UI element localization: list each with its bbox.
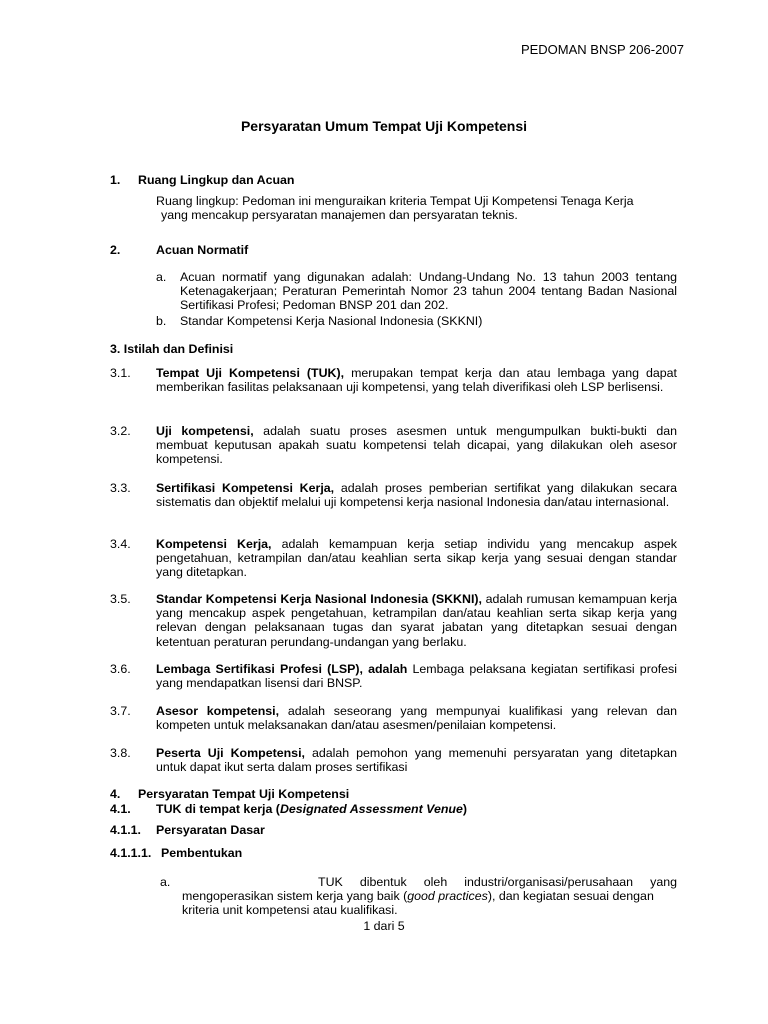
section-4-heading: Persyaratan Tempat Uji Kompetensi (138, 787, 350, 801)
section-4-1-heading-emphasis: Designated Assessment Venue (279, 802, 463, 816)
definition-number: 3.3. (110, 481, 131, 495)
section-1-line-1: Ruang lingkup: Pedoman ini menguraikan kriteria Tempat Uji Kompetensi Tenaga Kerja (156, 194, 634, 208)
definition-term: Tempat Uji Kompetensi (TUK), (156, 366, 345, 380)
definition-number: 3.6. (110, 662, 131, 676)
definition-text (156, 537, 677, 580)
definition-number: 3.4. (110, 537, 131, 551)
section-4-item-a-line-2 (182, 889, 654, 903)
definition-body: Lembaga pelaksana kegiatan sertifikasi profesi yang mendapatkan lisensi dari BNSP. (156, 662, 677, 691)
section-1-number: 1. (110, 173, 121, 187)
definition-text (156, 424, 677, 467)
definition-number: 3.8. (110, 746, 131, 760)
section-4-item-a-line-2-pre: mengoperasikan sistem kerja yang baik ( (182, 889, 408, 903)
section-4-number: 4. (110, 787, 121, 801)
section-2-item-a-marker: a. (156, 270, 167, 284)
section-3-heading: 3. Istilah dan Definisi (110, 342, 234, 356)
section-2-item-b: Standar Kompetensi Kerja Nasional Indonesia (SKKNI) (180, 314, 483, 328)
definition-term: Peserta Uji Kompetensi, (156, 746, 305, 760)
section-4-1-heading-post: ) (462, 802, 468, 816)
definition-number: 3.7. (110, 704, 131, 718)
definition-text (156, 662, 677, 690)
section-4-1-1-1-heading: Pembentukan (161, 846, 243, 860)
section-2-item-a: Acuan normatif yang digunakan adalah: Undang-Undang No. 13 tahun 2003 tentang Ketenagakerjaan; Peraturan Pemerintah Nomor 23 tahun 2004 tentang Badan Nasional Sertifikasi Profesi; Pedoman BNSP 201 dan 202. (180, 270, 677, 313)
document-code: PEDOMAN BNSP 206-2007 (520, 42, 684, 57)
section-4-item-a-line-2-emphasis: good practices (407, 889, 488, 903)
definition-body: adalah pemohon yang memenuhi persyaratan yang ditetapkan untuk dapat ikut serta dalam proses sertifikasi (156, 746, 677, 775)
section-4-item-a-line-2-post: ), dan kegiatan sesuai dengan (487, 889, 654, 903)
definition-term: Lembaga Sertifikasi Profesi (LSP), adalah (156, 662, 408, 676)
definition-term: Sertifikasi Kompetensi Kerja, (156, 481, 335, 495)
section-4-1-1-number: 4.1.1. (110, 823, 142, 837)
definition-body: adalah kemampuan kerja setiap individu yang mencakup aspek pengetahuan, ketrampilan dan/atau keahlian serta sikap kerja yang sesuai dengan standar yang ditetapkan. (156, 537, 677, 580)
definition-number: 3.1. (110, 366, 131, 380)
section-1-line-2: yang mencakup persyaratan manajemen dan persyaratan teknis. (161, 208, 518, 222)
definition-number: 3.2. (110, 424, 131, 438)
definition-term: Uji kompetensi, (156, 424, 254, 438)
section-4-item-a-line-1: TUK dibentuk oleh industri/organisasi/perusahaan yang (318, 875, 677, 889)
definition-text (156, 592, 677, 649)
section-4-1-heading (156, 802, 467, 816)
definition-body: adalah seseorang yang mempunyai kualifikasi yang relevan dan kompeten untuk melaksanakan dan/atau asesmen/penilaian kompetensi. (156, 704, 677, 733)
definition-number: 3.5. (110, 592, 131, 606)
section-4-1-heading-pre: TUK di tempat kerja ( (156, 802, 280, 816)
definition-text (156, 704, 677, 732)
section-4-item-a-line-3: kriteria unit kompetensi atau kualifikasi. (182, 903, 398, 917)
definition-body: merupakan tempat kerja dan atau lembaga yang dapat memberikan fasilitas pelaksanaan uji kompetensi, yang telah diverifikasi oleh LSP berlisensi. (156, 366, 677, 395)
section-4-item-a-marker: a. (160, 875, 171, 889)
page-number: 1 dari 5 (363, 919, 405, 933)
section-1-heading: Ruang Lingkup dan Acuan (138, 173, 295, 187)
section-2-number: 2. (110, 243, 121, 257)
definition-text (156, 366, 677, 394)
section-2-heading: Acuan Normatif (156, 243, 249, 257)
section-4-1-1-heading: Persyaratan Dasar (156, 823, 265, 837)
definition-body: adalah proses pemberian sertifikat yang dilakukan secara sistematis dan objektif melalui uji kompetensi kerja nasional Indonesia dan/atau internasional. (156, 481, 677, 510)
definition-text (156, 481, 677, 509)
page-title: Persyaratan Umum Tempat Uji Kompetensi (240, 118, 528, 134)
section-2-item-b-marker: b. (156, 314, 167, 328)
definition-text (156, 746, 677, 774)
definition-term: Kompetensi Kerja, (156, 537, 272, 551)
definition-body: adalah rumusan kemampuan kerja yang mencakup aspek pengetahuan, ketrampilan dan/atau keahlian serta sikap kerja yang relevan dengan pelaksanaan tugas dan syarat jabatan yang ditetapkan sesuai dengan ketentuan peraturan perundang-undangan yang berlaku. (156, 592, 677, 649)
section-4-1-number: 4.1. (110, 802, 131, 816)
section-4-1-1-1-number: 4.1.1.1. (110, 846, 152, 860)
definition-body: adalah suatu proses asesmen untuk mengumpulkan bukti-bukti dan membuat keputusan apakah suatu kompetensi telah dicapai, yang dilakukan oleh asesor kompetensi. (156, 424, 677, 467)
definition-term: Standar Kompetensi Kerja Nasional Indonesia (SKKNI), (156, 592, 482, 606)
definition-term: Asesor kompetensi, (156, 704, 280, 718)
